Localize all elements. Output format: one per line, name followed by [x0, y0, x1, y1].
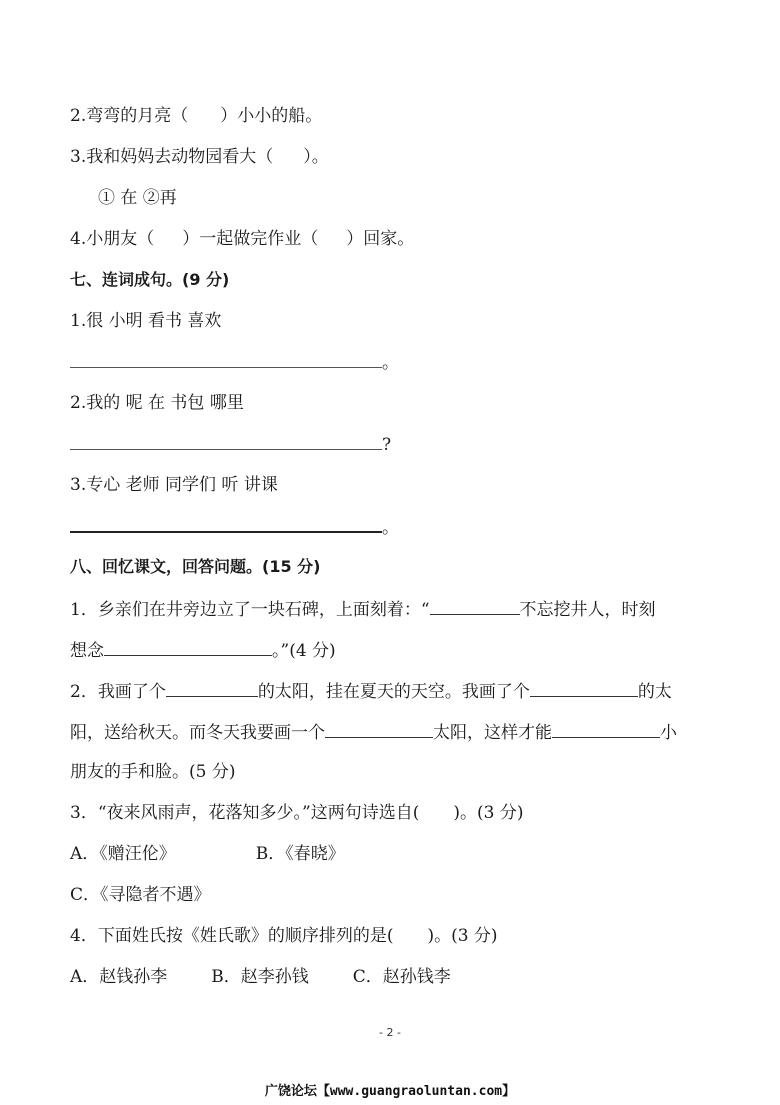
s8-question-2-line-2 — [70, 719, 677, 745]
s8-q1-text-d: 。”(4 分) — [272, 641, 336, 661]
answer-rule[interactable] — [70, 514, 382, 533]
answer-rule[interactable] — [70, 432, 382, 450]
s8-q2-text-e: 太阳，这样才能 — [433, 723, 552, 743]
s8-q2-text-c: 的太 — [637, 682, 672, 702]
options-text: ① 在 ②再 — [98, 188, 177, 208]
answer-blank[interactable] — [104, 637, 272, 656]
footer-watermark: 广饶论坛【www.guangraoluntan.com】 — [264, 1084, 516, 1099]
s8-q2-text-a: 2．我画了个 — [70, 682, 166, 702]
s8-q2-text-b: 的太阳，挂在夏天的天空。我画了个 — [257, 682, 530, 702]
section-8-title: 八、回忆课文，回答问题。(15 分) — [70, 557, 321, 576]
answer-blank[interactable] — [552, 719, 660, 738]
answer-blank[interactable] — [166, 678, 258, 697]
s8-question-2-line-1 — [70, 678, 672, 704]
s7-answer-line-1[interactable] — [70, 350, 399, 374]
s7-question-1: 1.很 小明 看书 喜欢 — [70, 311, 222, 331]
s8-question-2-line-3: 朋友的手和脸。(5 分) — [70, 762, 236, 782]
option-a[interactable]: A．赵钱孙李 — [70, 967, 168, 987]
question-4-part-c: ）回家。 — [346, 229, 415, 249]
s8-question-3-stem: 3．“夜来风雨声，花落知多少。”这两句诗选自( )。(3 分) — [70, 803, 524, 823]
question-3-text-end: ）。 — [303, 147, 329, 167]
section-7-title: 七、连词成句。(9 分) — [70, 270, 230, 289]
s7-question-2: 2.我的 呢 在 书包 哪里 — [70, 393, 244, 413]
answer-rule[interactable] — [70, 350, 382, 368]
s8-question-4-stem: 4．下面姓氏按《姓氏歌》的顺序排列的是( )。(3 分) — [70, 926, 498, 946]
question-4 — [70, 227, 414, 251]
s8-q2-text-f: 小 — [660, 723, 677, 743]
question-2 — [70, 104, 322, 128]
s7-answer-line-3[interactable] — [70, 514, 399, 538]
option-a[interactable]: A．《赠汪伦》 — [70, 844, 176, 864]
option-b[interactable]: B．赵李孙钱 — [211, 967, 309, 987]
answer-blank[interactable] — [325, 719, 433, 738]
answer-blank[interactable] — [430, 596, 520, 615]
option-c[interactable]: C．赵孙钱李 — [352, 967, 451, 987]
s8-question-3-options — [70, 842, 345, 866]
answer-blank[interactable] — [530, 678, 638, 697]
s7-answer-line-2[interactable] — [70, 432, 391, 456]
end-punctuation: ? — [382, 435, 392, 455]
question-4-part-b: ）一起做完作业（ — [182, 229, 319, 249]
s8-question-4-options — [70, 965, 451, 989]
question-2-text-end: ）小小的船。 — [220, 106, 323, 126]
page-number: - 2 - — [379, 1026, 401, 1039]
options-line — [98, 186, 177, 210]
question-3 — [70, 145, 329, 169]
question-3-text: 3.我和妈妈去动物园看大（ — [70, 147, 274, 167]
s7-question-3: 3.专心 老师 同学们 听 讲课 — [70, 475, 278, 495]
s8-question-3-option-c[interactable]: C．《寻隐者不遇》 — [70, 885, 211, 905]
s8-q1-text-c: 想念 — [70, 641, 104, 661]
question-4-part-a: 4.小朋友（ — [70, 229, 155, 249]
s8-q1-text-a: 1．乡亲们在井旁边立了一块石碑，上面刻着：“ — [70, 600, 430, 620]
end-punctuation: 。 — [382, 518, 399, 538]
s8-q2-text-d: 阳，送给秋天。而冬天我要画一个 — [70, 723, 325, 743]
question-2-text: 2.弯弯的月亮（ — [70, 106, 189, 126]
option-b[interactable]: B．《春晓》 — [255, 844, 345, 864]
s8-question-1-line-1 — [70, 596, 656, 622]
s8-q1-text-b: 不忘挖井人，时刻 — [519, 600, 656, 620]
end-punctuation: 。 — [382, 353, 399, 373]
s8-question-1-line-2 — [70, 637, 336, 663]
